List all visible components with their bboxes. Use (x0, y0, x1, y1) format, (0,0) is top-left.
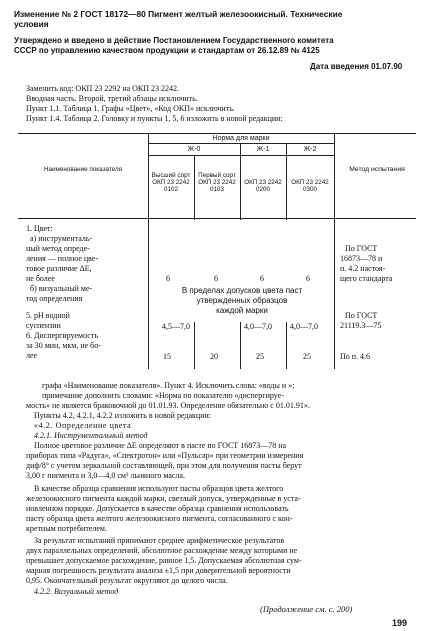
table-cell: каждой марки (216, 306, 268, 315)
row-label: 6. Диспергируемость (26, 331, 98, 340)
table-cell: 6 (166, 274, 170, 283)
grade-header: Ж-1 (256, 146, 270, 153)
body-line: Пункты 4.2, 4.2.1, 4.2.2 изложить в новой редакции: (34, 411, 211, 420)
table-cell: 6 (306, 274, 310, 283)
table-cell: 25 (303, 352, 311, 361)
column-header-method: Метод испытания (349, 166, 405, 173)
body-line: пасту образца цвета желтого железоокисного пигмента, согласованного с кон- (26, 514, 293, 523)
body-line: кретным потребителем. (26, 524, 107, 533)
body-line: диф/8° с учетом зеркальной составляющей, при этом для получения пасты берут (26, 461, 302, 470)
table-cell: 25 (256, 352, 264, 361)
table-cell: По ГОСТ (345, 244, 378, 253)
continuation-note: (Продолжение см. с. 200) (260, 604, 353, 614)
table-cell: 21119.3—75 (340, 321, 382, 330)
approval-text: Утверждено и введено в действие Постановлением Государственного комитета (14, 36, 334, 45)
row-label: лее (26, 351, 38, 360)
table-cell: 6 (260, 274, 264, 283)
intro-line: Вводная часть. Второй, третий абзацы исключить. (26, 94, 198, 103)
body-line: новленном порядке. Допускается в качестве образца сравнения использовать (26, 504, 289, 513)
row-label: б) визуальный ме- (30, 284, 93, 293)
body-line: железоокисного пигмента каждой марки, светлый допуск, утвержденные в уста- (26, 494, 301, 503)
body-line: 3,00 г пигмента и 3,0—4,0 см³ льняного масла. (26, 471, 185, 480)
section-heading: 4.2.2. Визуальный метод (34, 587, 119, 596)
row-label: тод определения (26, 294, 83, 303)
row-label: а) инструменталь- (30, 234, 93, 243)
section-heading: «4.2. Определение цвета (34, 421, 132, 430)
table-cell: п. 4.2 настоя- (340, 264, 386, 273)
table-cell: 4,0—7,0 (290, 322, 318, 331)
body-line: За результат испытаний принимают среднее арифметическое результатов (34, 536, 285, 545)
body-line: Полное цветовое различие ΔE определяют в пасте по ГОСТ 16873—78 на (34, 441, 287, 450)
subgrade-header: ОКП 23 2242 0300 (291, 179, 329, 193)
row-label: суспензии (26, 321, 61, 330)
row-label: за 30 мин, мкм, не бо- (26, 341, 101, 350)
body-line: двух параллельных определений, абсолютное расхождение между которыми не (26, 546, 298, 555)
table-cell: 16873—78 и (340, 254, 383, 263)
row-label: не более (26, 274, 55, 283)
section-heading: 4.2.1. Инструментальный метод (34, 431, 148, 440)
body-line: приборах типа «Радуга», «Спектротон» или «Пульсар» при геометрии измерения (26, 451, 304, 460)
body-line: марная погрешность результата анализа ±1,5 при доверительной вероятности (26, 566, 291, 575)
table-cell: В пределах допусков цвета паст (181, 286, 303, 295)
page-number: 199 (392, 618, 408, 628)
column-header-name: Наименование показателя (43, 166, 123, 173)
approval-text-cont: СССР по управлению качеством продукции и стандартам от 26.12.89 № 4125 (14, 46, 320, 55)
amendment-title: Изменение № 2 ГОСТ 18172—80 Пигмент желтый железоокисный. Технические (14, 9, 343, 19)
table-cell: щего стандарта (340, 274, 393, 283)
body-line: 0,95. Окончательный результат округляют до целого числа. (26, 576, 228, 585)
intro-line: Пункт 1.4. Таблица 2. Головку и пункты 1, 5, 6 изложить в новой редакции: (26, 114, 283, 123)
table-cell: По п. 4.6 (340, 352, 371, 361)
subgrade-header: ОКП 23 2242 0200 (244, 179, 282, 193)
amendment-title-cont: условия (14, 19, 49, 29)
table-cell: 20 (210, 352, 218, 361)
table-cell: 15 (163, 352, 171, 361)
effective-date: Дата введения 01.07.90 (310, 62, 403, 71)
column-header-norm: Норма для марки (212, 135, 270, 142)
row-label: ления — полное цве- (26, 254, 99, 263)
subgrade-header: Высший сорт ОКП 23 2242 0102 (151, 172, 191, 193)
grade-header: Ж-0 (187, 146, 201, 153)
body-line: графа «Наименование показателя». Пункт 4. Исключить слова: «воды и »; (42, 381, 295, 390)
subgrade-header: Первый сорт ОКП 23 2242 0103 (198, 172, 236, 193)
body-line: превышает допускаемое расхождение, равное 1,5. Допускаемая абсолютная сум- (26, 556, 302, 565)
row-label: товое различие ΔE, (26, 264, 92, 273)
grade-header: Ж-2 (303, 146, 317, 153)
row-label: 5. pH водной (26, 311, 70, 320)
body-line: В качестве образца сравнения используют пасты образцов цвета желтого (34, 484, 284, 493)
table-cell: 4,0—7,0 (244, 322, 272, 331)
row-label: 1. Цвет: (26, 224, 53, 233)
intro-line: Пункт 1.1. Таблица 1. Графы «Цвет», «Код ОКП» исключить. (26, 104, 235, 113)
body-line: примечание дополнить словами: «Норма по показателю «диспергируе- (42, 391, 284, 400)
table-cell: 4,5—7,0 (162, 322, 190, 331)
table-cell: утвержденных образцов (196, 296, 288, 305)
table-cell: По ГОСТ (345, 311, 378, 320)
body-line: мость» не является браковочной до 01.01.93. Определение обязательно с 01.01.91». (26, 401, 310, 410)
table-cell: 6 (214, 274, 218, 283)
intro-line: Заменить код: ОКП 23 2292 на ОКП 23 2242. (26, 84, 180, 93)
row-label: ный метод опреде- (26, 244, 90, 253)
